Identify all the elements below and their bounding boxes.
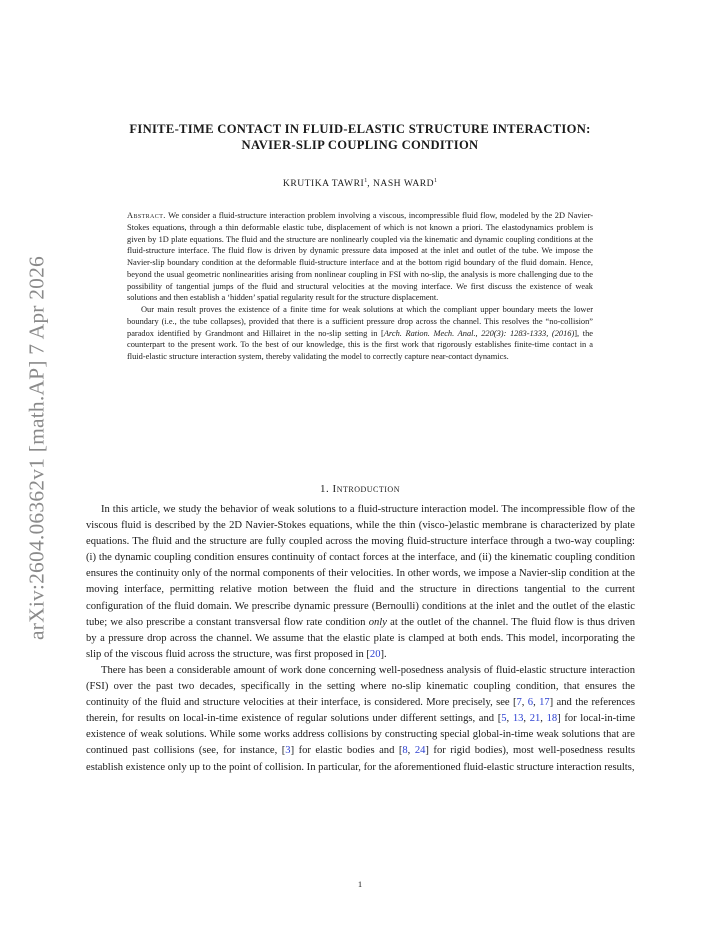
citation-link[interactable]: 3 bbox=[285, 745, 291, 757]
arxiv-identifier-stamp bbox=[17, 248, 57, 648]
author-separator: , bbox=[367, 178, 373, 190]
abstract-text: Our main result proves the existence of a finite time for weak solutions at which the compliant upper boundary meets the lower boundary (i.e., the tube collapses), provided that there is a sufficient pressure drop across the channel. This resolves the “no-collision” paradox identified by Grandmont and Hillairet in the no-slip setting in [ bbox=[127, 305, 593, 338]
arxiv-identifier-text: arXiv:2604.06362v1 [math.AP] 7 Apr 2026 bbox=[24, 255, 49, 641]
body-text: In this article, we study the behavior of weak solutions to a fluid-structure interaction model. The incompressible flow of the viscous fluid is described by the 2D Navier-Stokes equations, while the thin (visco-)elastic membrane is characterized by plate equations. The fluid and the structure are fully coupled across the moving fluid-structure interface through a two-way coupling: (i) the dynamic coupling condition ensures continuity of contact forces at the interface, and (ii) the kinematic coupling condition ensures the continuity only of the normal components of their velocities. In other words, we impose a Navier-slip condition at the moving interface, permitting relative motion between the fluid and the structure in directions tangential to the current configuration of the fluid domain. We prescribe dynamic pressure (Bernoulli) conditions at the inlet and the outlet of the elastic tube; we also prescribe a constant transversal flow rate condition bbox=[86, 504, 635, 628]
citation-link[interactable]: 7 bbox=[516, 697, 522, 709]
affiliation-mark: 1 bbox=[364, 178, 368, 184]
section-number: 1. bbox=[320, 483, 330, 495]
introduction-body bbox=[86, 502, 635, 776]
body-text: ] for local-in-time existence of weak solutions. While some works address collisions by constructing special global-in-time weak solutions that are continued past collisions (see, for instance, [ bbox=[86, 713, 636, 757]
abstract-reference: Arch. Ration. Mech. Anal., 220(3): 1283-1333, (2016) bbox=[383, 328, 575, 338]
body-paragraph bbox=[86, 502, 635, 663]
body-text: ]. bbox=[380, 648, 387, 660]
body-paragraph: There has been a considerable amount of work done concerning well-posedness analysis of fluid-elastic structure interaction (FSI) over the past two decades, specifically in the setting where no-slip kinematic coupling condition, that ensures the continuity of the fluid and structure velocities at their interface, is considered. More precisely, see [7, 6, 17] and the references therein, for results on local-in-time existence of regular solutions under different settings, and [5, 13, 21, 18] for local-in-time existence of weak solutions. While some works address collisions by constructing special global-in-time weak solutions that are continued past collisions (see, for instance, [3] for elastic bodies and [8, 24] for rigid bodies), most well-posedness results establish existence only up to the point of collision. In particular, for the aforementioned fluid-elastic structure interaction results, bbox=[86, 664, 636, 773]
abstract bbox=[127, 210, 593, 363]
body-text: at the outlet of the channel. The fluid flow is thus driven by a pressure drop across the channel. We assume that the elastic plate is clamped at both ends. This model, incorporating the slip of the viscous fluid across the structure, was first proposed in [ bbox=[86, 616, 635, 660]
body-text: ] for rigid bodies), most well-posedness results establish existence only up to the point of collision. In particular, for the aforementioned fluid-elastic structure interaction results, bbox=[86, 745, 635, 773]
section-title: Introduction bbox=[332, 483, 400, 495]
citation-link[interactable]: 21 bbox=[529, 713, 541, 725]
citation-link[interactable]: 17 bbox=[539, 697, 550, 709]
paper-title bbox=[80, 121, 640, 153]
author-name: NASH WARD bbox=[372, 178, 435, 190]
abstract-paragraph bbox=[127, 210, 593, 304]
emphasis: only bbox=[368, 616, 387, 628]
author-name: KRUTIKA TAWRI bbox=[282, 178, 365, 190]
citation-link[interactable]: 20 bbox=[369, 648, 381, 660]
section-heading bbox=[80, 483, 640, 495]
citation-link[interactable]: 24 bbox=[414, 745, 426, 757]
body-text: ] and the references therein, for results on local-in-time existence of regular solutions under different settings, and [ bbox=[86, 697, 635, 725]
body-text: There has been a considerable amount of work done concerning well-posedness analysis of fluid-elastic structure interaction (FSI) over the past two decades, specifically in the setting where no-slip kinematic coupling condition, that ensures the continuity of the fluid and structure velocities at their interface, is considered. More precisely, see [ bbox=[86, 664, 635, 709]
abstract-paragraph bbox=[127, 304, 593, 363]
abstract-text: ], the counterpart to the present work. To the best of our knowledge, this is the first work that rigorously establishes finite-time contact in a fluid-elastic structure interaction system, thereby validating the model to correctly capture near-contact dynamics. bbox=[127, 328, 593, 361]
citation-link[interactable]: 6 bbox=[527, 697, 534, 709]
page-number: 1 bbox=[357, 879, 363, 889]
abstract-label: Abstract. bbox=[127, 211, 166, 220]
citation-link[interactable]: 18 bbox=[546, 713, 558, 725]
title-line-2: NAVIER-SLIP COUPLING CONDITION bbox=[241, 138, 479, 152]
author-list bbox=[80, 178, 640, 189]
body-text: ] for elastic bodies and [ bbox=[290, 745, 403, 757]
abstract-text: We consider a fluid-structure interaction problem involving a viscous, incompressible fluid flow, modeled by the 2D Navier-Stokes equations, through a thin deformable elastic tube, displacement of which is not known a priori. The elastodynamics problem is given by 1D plate equations. The fluid and the structure are nonlinearly coupled via the kinematic and dynamic coupling conditions at the fluid-structure interface. The fluid flow is driven by dynamic pressure data imposed at the inlet and outlet of the tube. We impose the Navier-slip boundary condition at the deformable fluid-structure interface and at the bottom rigid boundary of the fluid domain. Hence, beyond the usual geometric nonlinearities arising from nonlinear coupling in FSI with no-slip, the analysis is more challenging due to the possibility of tangential jumps of the fluid and structural velocities at the moving interface. We first discuss the existence of weak solutions and then establish a ‘hidden’ spatial regularity result for the structure displacement. bbox=[127, 211, 593, 303]
title-line-1: FINITE-TIME CONTACT IN FLUID-ELASTIC STRUCTURE INTERACTION: bbox=[129, 122, 591, 136]
citation-link[interactable]: 8 bbox=[402, 745, 408, 757]
citation-link[interactable]: 13 bbox=[512, 713, 524, 725]
affiliation-mark: 1 bbox=[434, 178, 438, 184]
citation-link[interactable]: 5 bbox=[501, 713, 507, 725]
